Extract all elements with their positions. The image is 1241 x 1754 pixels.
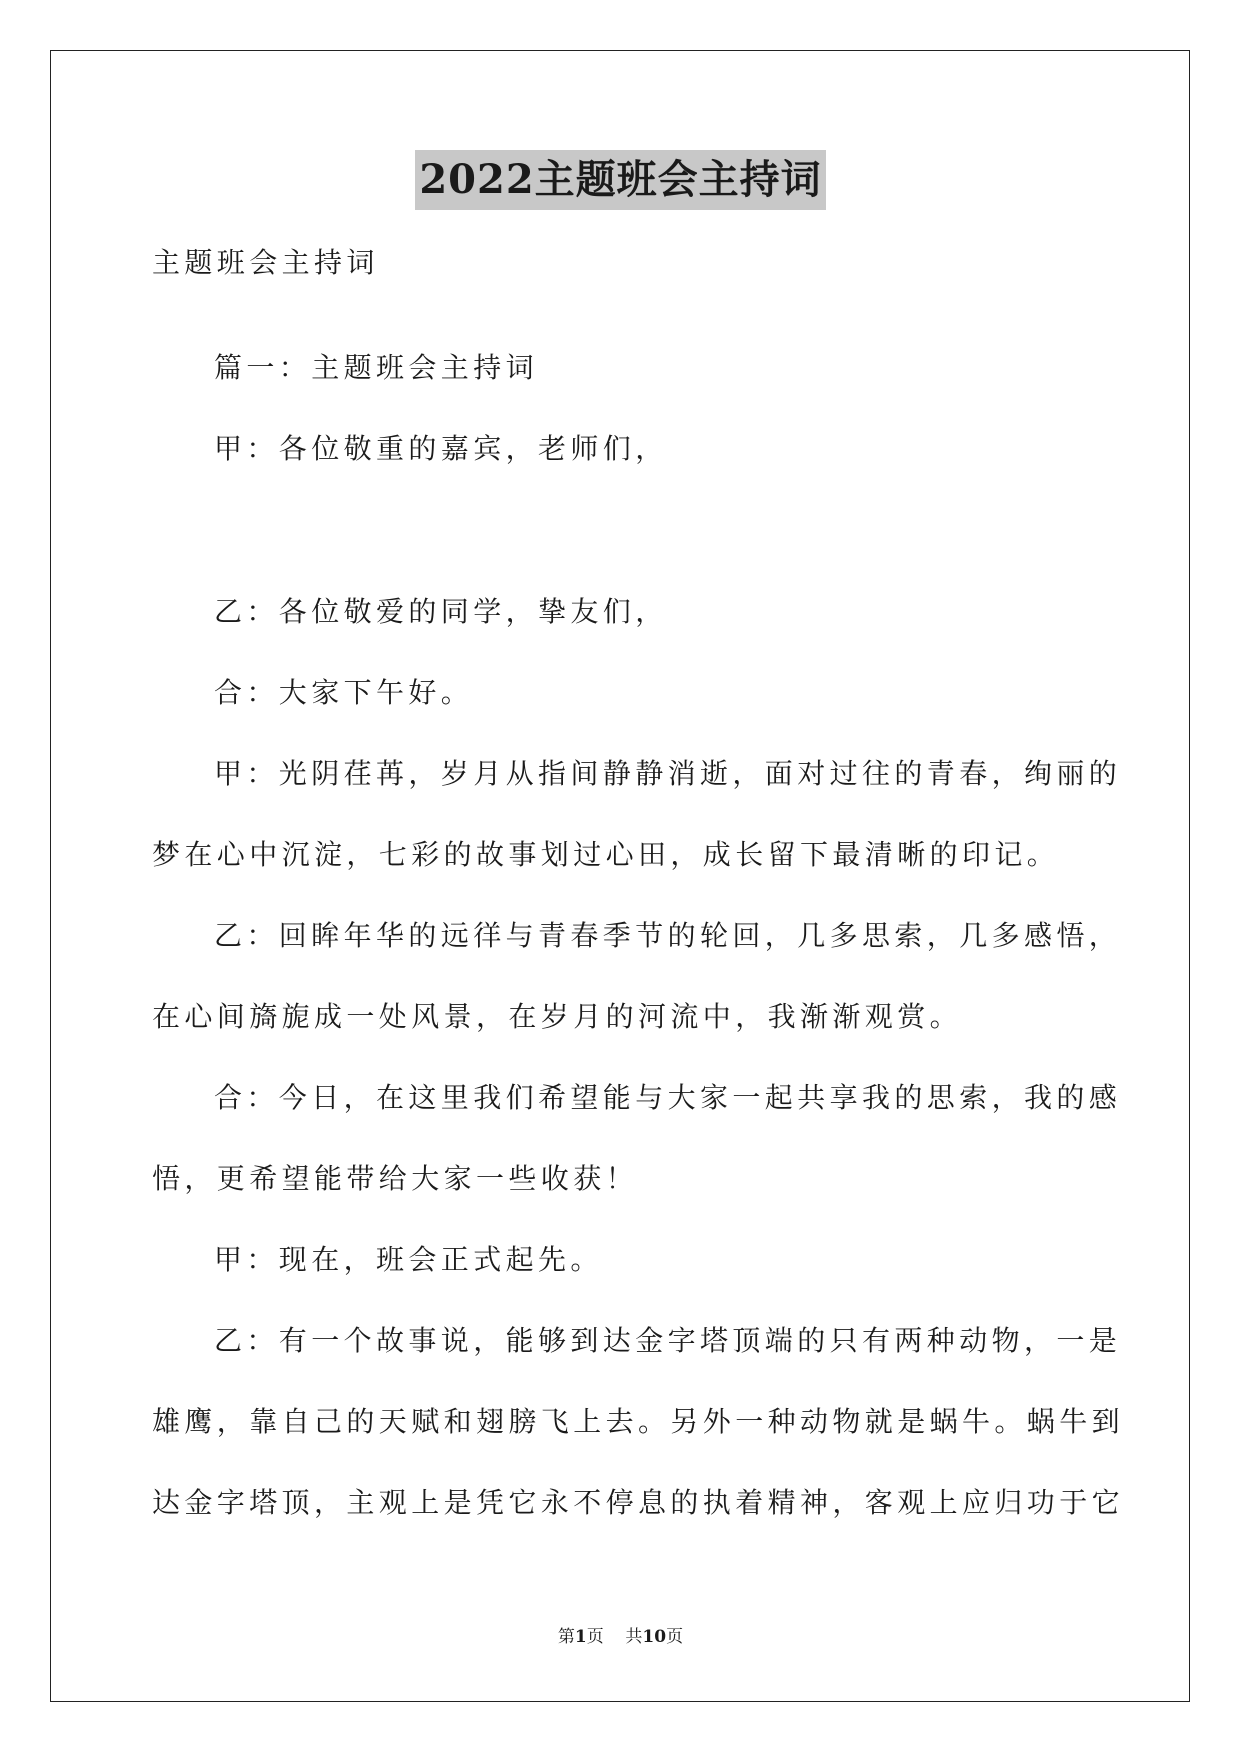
paragraph-line: 达金字塔顶，主观上是凭它永不停息的执着精神，客观上应归功于它 — [152, 1486, 1125, 1519]
paragraph-line: 甲：现在，班会正式起先。 — [214, 1243, 603, 1276]
paragraph-line: 乙：有一个故事说，能够到达金字塔顶端的只有两种动物，一是 — [214, 1324, 1122, 1357]
paragraph-line: 合：今日，在这里我们希望能与大家一起共享我的思索，我的感 — [214, 1081, 1122, 1114]
paragraph-line: 在心间旖旎成一处风景，在岁月的河流中，我渐渐观赏。 — [152, 1000, 963, 1033]
paragraph-line: 梦在心中沉淀，七彩的故事划过心田，成长留下最清晰的印记。 — [152, 838, 1060, 871]
total-label-suffix: 页 — [666, 1627, 684, 1647]
page-border — [50, 50, 1190, 1702]
page-label-suffix: 页 — [586, 1627, 604, 1647]
page-label-prefix: 第 — [557, 1627, 575, 1647]
paragraph-line: 合：大家下午好。 — [214, 676, 474, 709]
paragraph-line: 甲：各位敬重的嘉宾，老师们， — [214, 432, 668, 465]
total-label-prefix: 共 — [625, 1627, 643, 1647]
paragraph-line: 篇一：主题班会主持词 — [214, 351, 539, 384]
document-title: 2022主题班会主持词 — [415, 150, 825, 210]
page-footer — [0, 1625, 1241, 1649]
title-container — [0, 150, 1241, 210]
paragraph-line: 甲：光阴荏苒，岁月从指间静静消逝，面对过往的青春，绚丽的 — [214, 757, 1122, 790]
paragraph-line: 乙：各位敬爱的同学，挚友们， — [214, 595, 668, 628]
page-number: 1 — [574, 1627, 587, 1647]
paragraph-line: 乙：回眸年华的远徉与青春季节的轮回，几多思索，几多感悟， — [214, 919, 1122, 952]
paragraph-line: 雄鹰，靠自己的天赋和翅膀飞上去。另外一种动物就是蜗牛。蜗牛到 — [152, 1405, 1125, 1438]
paragraph-line: 悟，更希望能带给大家一些收获！ — [152, 1162, 639, 1195]
total-pages: 10 — [642, 1627, 667, 1647]
section-heading: 主题班会主持词 — [152, 246, 379, 279]
